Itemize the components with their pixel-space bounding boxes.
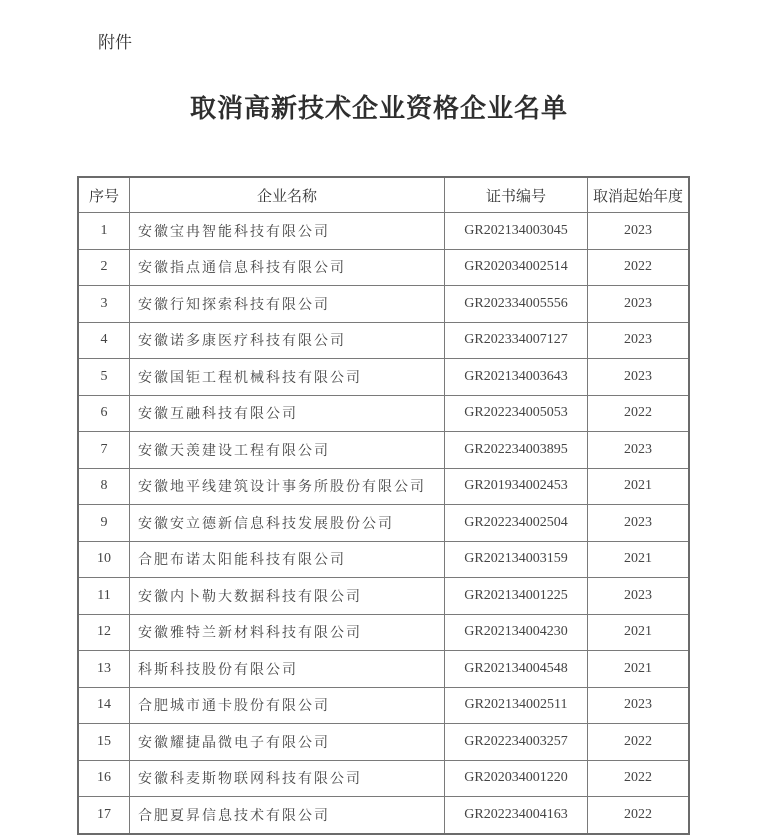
table-row [78, 505, 689, 542]
row-no: 1 [78, 213, 130, 250]
row-cancel-year: 2021 [588, 468, 690, 505]
row-cert-number: GR202234003895 [445, 432, 588, 469]
row-cert-number: GR201934002453 [445, 468, 588, 505]
row-company-name: 安徽雅特兰新材料科技有限公司 [130, 614, 445, 651]
table-row [78, 724, 689, 761]
row-cancel-year: 2022 [588, 249, 690, 286]
row-cancel-year: 2022 [588, 724, 690, 761]
header-cancel-year: 取消起始年度 [588, 177, 690, 213]
row-no: 12 [78, 614, 130, 651]
row-cert-number: GR202134001225 [445, 578, 588, 615]
row-company-name: 安徽科麦斯物联网科技有限公司 [130, 760, 445, 797]
table-row [78, 213, 689, 250]
row-no: 4 [78, 322, 130, 359]
header-company-name: 企业名称 [130, 177, 445, 213]
row-no: 3 [78, 286, 130, 323]
table-row [78, 578, 689, 615]
row-company-name: 安徽地平线建筑设计事务所股份有限公司 [130, 468, 445, 505]
table-row [78, 432, 689, 469]
row-company-name: 科斯科技股份有限公司 [130, 651, 445, 688]
row-cancel-year: 2022 [588, 395, 690, 432]
row-company-name: 安徽行知探索科技有限公司 [130, 286, 445, 323]
row-cancel-year: 2023 [588, 578, 690, 615]
table-row [78, 249, 689, 286]
row-no: 14 [78, 687, 130, 724]
row-cancel-year: 2021 [588, 614, 690, 651]
attachment-label: 附件 [98, 33, 132, 53]
row-company-name: 安徽诺多康医疗科技有限公司 [130, 322, 445, 359]
row-cancel-year: 2023 [588, 286, 690, 323]
row-company-name: 安徽互融科技有限公司 [130, 395, 445, 432]
row-no: 2 [78, 249, 130, 286]
row-cert-number: GR202134004548 [445, 651, 588, 688]
row-cancel-year: 2022 [588, 760, 690, 797]
row-cert-number: GR202234003257 [445, 724, 588, 761]
row-cert-number: GR202334005556 [445, 286, 588, 323]
row-no: 13 [78, 651, 130, 688]
row-cancel-year: 2023 [588, 687, 690, 724]
row-cancel-year: 2023 [588, 213, 690, 250]
header-cert-number: 证书编号 [445, 177, 588, 213]
row-cert-number: GR202134002511 [445, 687, 588, 724]
row-company-name: 安徽国钜工程机械科技有限公司 [130, 359, 445, 396]
table-row [78, 286, 689, 323]
table-row [78, 359, 689, 396]
row-cert-number: GR202334007127 [445, 322, 588, 359]
row-company-name: 安徽天羡建设工程有限公司 [130, 432, 445, 469]
table-row [78, 395, 689, 432]
row-company-name: 安徽宝冉智能科技有限公司 [130, 213, 445, 250]
table-row [78, 760, 689, 797]
row-cert-number: GR202234004163 [445, 797, 588, 834]
row-company-name: 合肥夏昇信息技术有限公司 [130, 797, 445, 834]
row-cancel-year: 2023 [588, 322, 690, 359]
row-company-name: 合肥城市通卡股份有限公司 [130, 687, 445, 724]
row-cancel-year: 2023 [588, 432, 690, 469]
row-cert-number: GR202134003045 [445, 213, 588, 250]
row-cancel-year: 2021 [588, 541, 690, 578]
table-row [78, 322, 689, 359]
row-cancel-year: 2023 [588, 505, 690, 542]
document-title: 取消高新技术企业资格企业名单 [189, 94, 568, 124]
table-row [78, 468, 689, 505]
row-company-name: 安徽安立德新信息科技发展股份公司 [130, 505, 445, 542]
row-cert-number: GR202134004230 [445, 614, 588, 651]
row-company-name: 安徽内卜勒大数据科技有限公司 [130, 578, 445, 615]
row-company-name: 合肥布诺太阳能科技有限公司 [130, 541, 445, 578]
table-row [78, 614, 689, 651]
row-no: 8 [78, 468, 130, 505]
row-no: 11 [78, 578, 130, 615]
table-row [78, 541, 689, 578]
row-no: 17 [78, 797, 130, 834]
row-no: 7 [78, 432, 130, 469]
row-cert-number: GR202034001220 [445, 760, 588, 797]
table-header-row [78, 177, 689, 213]
table-row [78, 797, 689, 834]
row-company-name: 安徽耀捷晶微电子有限公司 [130, 724, 445, 761]
row-no: 6 [78, 395, 130, 432]
table-row [78, 687, 689, 724]
row-no: 10 [78, 541, 130, 578]
row-company-name: 安徽指点通信息科技有限公司 [130, 249, 445, 286]
row-no: 5 [78, 359, 130, 396]
row-no: 16 [78, 760, 130, 797]
row-cert-number: GR202234005053 [445, 395, 588, 432]
row-cancel-year: 2022 [588, 797, 690, 834]
row-cert-number: GR202134003643 [445, 359, 588, 396]
row-cancel-year: 2021 [588, 651, 690, 688]
row-no: 15 [78, 724, 130, 761]
row-cert-number: GR202134003159 [445, 541, 588, 578]
row-cert-number: GR202034002514 [445, 249, 588, 286]
company-list-table [77, 176, 690, 835]
row-no: 9 [78, 505, 130, 542]
row-cancel-year: 2023 [588, 359, 690, 396]
header-no: 序号 [78, 177, 130, 213]
table-row [78, 651, 689, 688]
row-cert-number: GR202234002504 [445, 505, 588, 542]
